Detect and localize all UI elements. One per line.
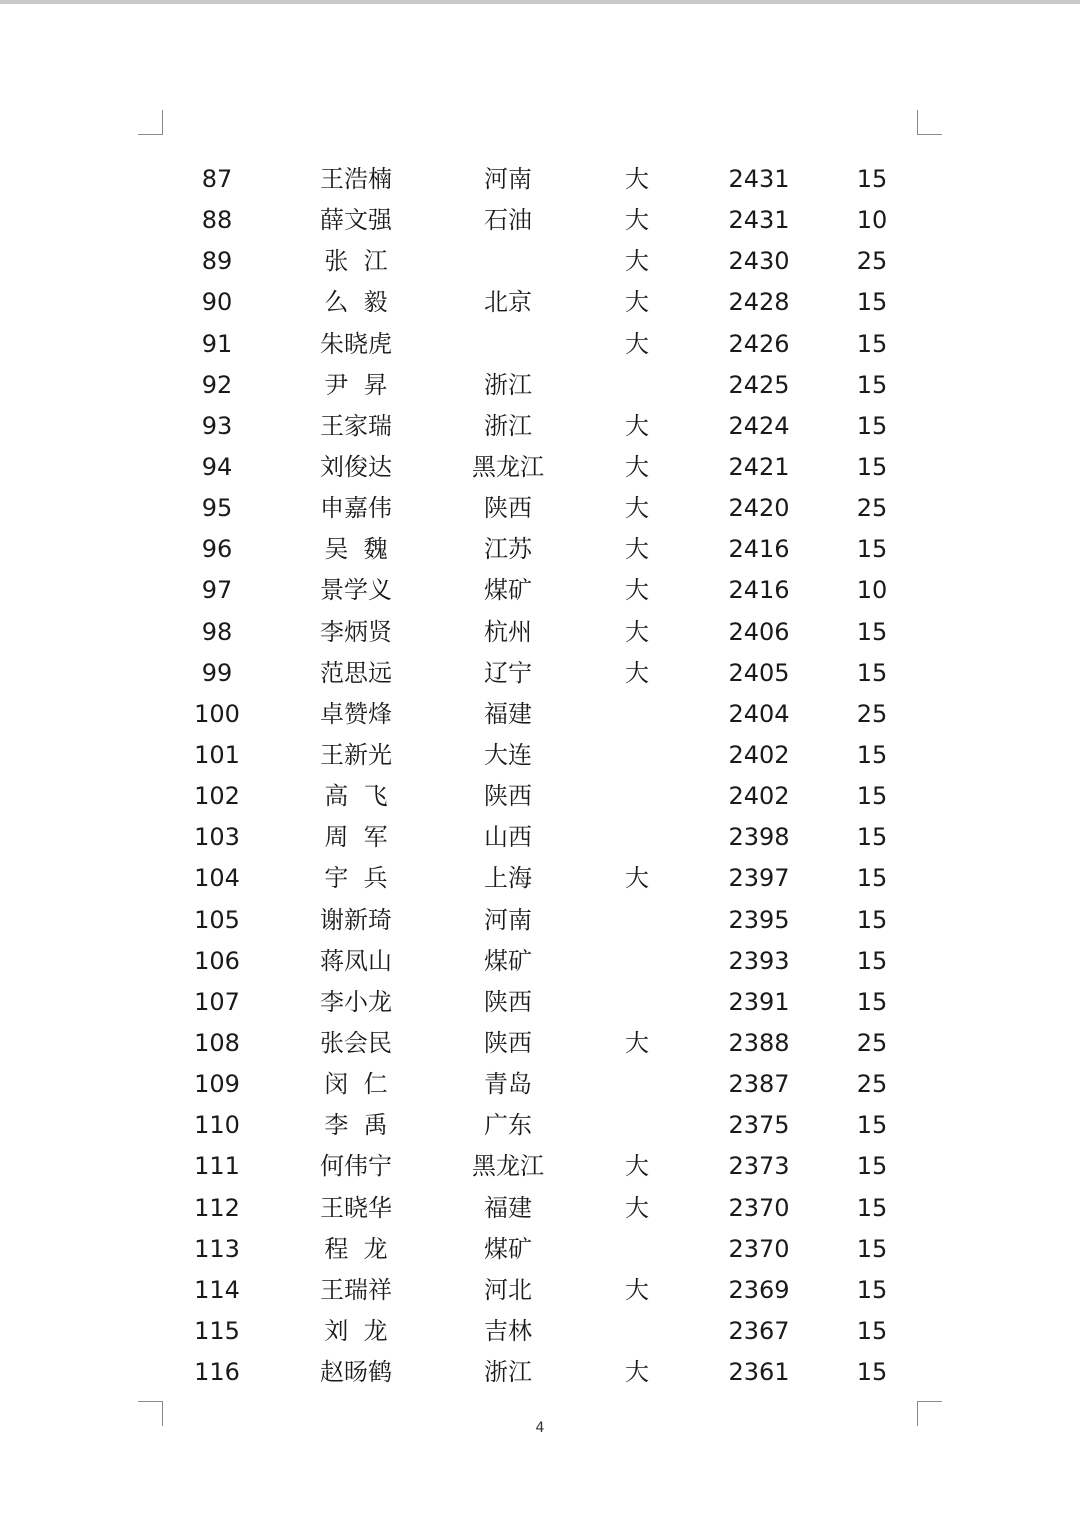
- rating-cell: 2398: [728, 823, 790, 852]
- region-cell: 黑龙江: [472, 452, 544, 481]
- player-name-cell: 程 龙: [324, 1234, 388, 1263]
- flag-cell: 大: [625, 206, 649, 235]
- k-value-cell: 15: [856, 370, 888, 399]
- rating-cell: 2416: [728, 576, 790, 605]
- rank-cell: 113: [194, 1234, 240, 1263]
- table-row: [0, 817, 1080, 858]
- region-cell: 青岛: [484, 1070, 532, 1099]
- rating-cell: 2361: [728, 1358, 790, 1387]
- rating-cell: 2406: [728, 617, 790, 646]
- player-name-cell: 刘 龙: [324, 1316, 388, 1345]
- table-row: [0, 529, 1080, 570]
- rating-cell: 2404: [728, 699, 790, 728]
- player-name-cell: 薛文强: [320, 206, 392, 235]
- player-name-cell: 张 江: [324, 247, 388, 276]
- table-row: [0, 900, 1080, 941]
- region-cell: 河北: [484, 1275, 532, 1304]
- player-name-cell: 高 飞: [324, 782, 388, 811]
- rating-cell: 2370: [728, 1193, 790, 1222]
- player-name-cell: 闵 仁: [324, 1070, 388, 1099]
- region-cell: 河南: [484, 165, 532, 193]
- player-name-cell: 李炳贤: [320, 617, 392, 646]
- rank-cell: 99: [201, 658, 233, 687]
- table-row: [0, 488, 1080, 529]
- region-cell: 浙江: [484, 370, 532, 399]
- rank-cell: 88: [201, 206, 233, 235]
- rank-cell: 103: [194, 823, 240, 852]
- region-cell: 煤矿: [484, 576, 532, 605]
- rank-cell: 114: [194, 1275, 240, 1304]
- region-cell: 煤矿: [484, 946, 532, 975]
- k-value-cell: 15: [856, 987, 888, 1016]
- table-row: [0, 406, 1080, 447]
- rank-cell: 95: [201, 494, 233, 523]
- rank-cell: 112: [194, 1193, 240, 1222]
- rating-cell: 2387: [728, 1070, 790, 1099]
- k-value-cell: 15: [856, 1275, 888, 1304]
- k-value-cell: 15: [856, 823, 888, 852]
- k-value-cell: 25: [856, 1028, 888, 1057]
- player-name-cell: 何伟宁: [320, 1152, 392, 1181]
- flag-cell: 大: [625, 247, 649, 276]
- flag-cell: 大: [625, 329, 649, 358]
- rating-cell: 2416: [728, 535, 790, 564]
- player-name-cell: 王家瑞: [320, 411, 392, 440]
- k-value-cell: 15: [856, 535, 888, 564]
- flag-cell: 大: [625, 1275, 649, 1304]
- k-value-cell: 15: [856, 1193, 888, 1222]
- player-name-cell: 蒋凤山: [320, 946, 392, 975]
- table-row: [0, 282, 1080, 323]
- rating-cell: 2405: [728, 658, 790, 687]
- table-row: [0, 1229, 1080, 1270]
- rank-cell: 104: [194, 864, 240, 893]
- rank-cell: 93: [201, 411, 233, 440]
- ranking-table: [0, 159, 1080, 1393]
- region-cell: 陕西: [484, 987, 532, 1016]
- rating-cell: 2367: [728, 1316, 790, 1345]
- player-name-cell: 朱晓虎: [320, 329, 392, 358]
- rank-cell: 91: [201, 329, 233, 358]
- k-value-cell: 25: [856, 1070, 888, 1099]
- table-row: [0, 570, 1080, 611]
- region-cell: 福建: [484, 699, 532, 728]
- rating-cell: 2431: [728, 165, 790, 193]
- player-name-cell: 宇 兵: [324, 864, 388, 893]
- player-name-cell: 王瑞祥: [320, 1275, 392, 1304]
- player-name-cell: 王新光: [320, 740, 392, 769]
- table-row: [0, 365, 1080, 406]
- table-row: [0, 653, 1080, 694]
- flag-cell: 大: [625, 535, 649, 564]
- region-cell: 北京: [484, 288, 532, 317]
- rating-cell: 2424: [728, 411, 790, 440]
- region-cell: 上海: [484, 864, 532, 893]
- flag-cell: 大: [625, 576, 649, 605]
- rating-cell: 2426: [728, 329, 790, 358]
- table-row: [0, 1311, 1080, 1352]
- table-row: [0, 612, 1080, 653]
- region-cell: 杭州: [484, 617, 532, 646]
- flag-cell: 大: [625, 617, 649, 646]
- k-value-cell: 15: [856, 288, 888, 317]
- region-cell: 浙江: [484, 1358, 532, 1387]
- rank-cell: 96: [201, 535, 233, 564]
- region-cell: 陕西: [484, 782, 532, 811]
- k-value-cell: 10: [856, 206, 888, 235]
- table-row: [0, 1188, 1080, 1229]
- region-cell: 河南: [484, 905, 532, 934]
- k-value-cell: 15: [856, 946, 888, 975]
- rating-cell: 2370: [728, 1234, 790, 1263]
- k-value-cell: 15: [856, 1152, 888, 1181]
- table-row: [0, 1270, 1080, 1311]
- table-row: [0, 159, 1080, 200]
- flag-cell: 大: [625, 658, 649, 687]
- rating-cell: 2428: [728, 288, 790, 317]
- player-name-cell: 么 毅: [324, 288, 388, 317]
- rank-cell: 100: [194, 699, 240, 728]
- k-value-cell: 25: [856, 247, 888, 276]
- rank-cell: 101: [194, 740, 240, 769]
- player-name-cell: 赵旸鹤: [320, 1358, 392, 1387]
- crop-mark-top-right: [917, 110, 942, 135]
- rank-cell: 94: [201, 452, 233, 481]
- rank-cell: 105: [194, 905, 240, 934]
- table-row: [0, 324, 1080, 365]
- k-value-cell: 10: [856, 576, 888, 605]
- k-value-cell: 15: [856, 411, 888, 440]
- player-name-cell: 张会民: [320, 1028, 392, 1057]
- k-value-cell: 15: [856, 658, 888, 687]
- rank-cell: 98: [201, 617, 233, 646]
- rating-cell: 2431: [728, 206, 790, 235]
- rating-cell: 2425: [728, 370, 790, 399]
- k-value-cell: 15: [856, 782, 888, 811]
- player-name-cell: 申嘉伟: [320, 494, 392, 523]
- rank-cell: 90: [201, 288, 233, 317]
- rank-cell: 108: [194, 1028, 240, 1057]
- crop-mark-bottom-right: [917, 1401, 942, 1426]
- player-name-cell: 周 军: [324, 823, 388, 852]
- rating-cell: 2430: [728, 247, 790, 276]
- player-name-cell: 王晓华: [320, 1193, 392, 1222]
- rating-cell: 2421: [728, 452, 790, 481]
- table-row: [0, 1105, 1080, 1146]
- player-name-cell: 卓赞烽: [320, 699, 392, 728]
- table-row: [0, 200, 1080, 241]
- page-number: 4: [535, 1420, 545, 1436]
- region-cell: 大连: [484, 740, 532, 769]
- flag-cell: 大: [625, 411, 649, 440]
- k-value-cell: 15: [856, 1111, 888, 1140]
- table-row: [0, 1352, 1080, 1393]
- table-row: [0, 735, 1080, 776]
- rank-cell: 97: [201, 576, 233, 605]
- k-value-cell: 25: [856, 494, 888, 523]
- region-cell: 浙江: [484, 411, 532, 440]
- region-cell: 江苏: [484, 535, 532, 564]
- rank-cell: 92: [201, 370, 233, 399]
- region-cell: 广东: [484, 1111, 532, 1140]
- region-cell: 辽宁: [484, 658, 532, 687]
- rating-cell: 2369: [728, 1275, 790, 1304]
- player-name-cell: 吴 魏: [324, 535, 388, 564]
- k-value-cell: 15: [856, 1316, 888, 1345]
- region-cell: 黑龙江: [472, 1152, 544, 1181]
- region-cell: 山西: [484, 823, 532, 852]
- table-row: [0, 1064, 1080, 1105]
- k-value-cell: 15: [856, 864, 888, 893]
- rating-cell: 2393: [728, 946, 790, 975]
- region-cell: 吉林: [484, 1316, 532, 1345]
- rank-cell: 107: [194, 987, 240, 1016]
- table-row: [0, 241, 1080, 282]
- flag-cell: 大: [625, 165, 649, 193]
- rank-cell: 111: [194, 1152, 240, 1181]
- k-value-cell: 15: [856, 740, 888, 769]
- player-name-cell: 谢新琦: [320, 905, 392, 934]
- table-row: [0, 941, 1080, 982]
- player-name-cell: 景学义: [320, 576, 392, 605]
- flag-cell: 大: [625, 288, 649, 317]
- region-cell: 福建: [484, 1193, 532, 1222]
- player-name-cell: 李小龙: [320, 987, 392, 1016]
- k-value-cell: 25: [856, 699, 888, 728]
- k-value-cell: 15: [856, 329, 888, 358]
- rating-cell: 2402: [728, 782, 790, 811]
- k-value-cell: 15: [856, 1234, 888, 1263]
- rank-cell: 115: [194, 1316, 240, 1345]
- flag-cell: 大: [625, 494, 649, 523]
- crop-mark-bottom-left: [138, 1401, 163, 1426]
- rank-cell: 116: [194, 1358, 240, 1387]
- k-value-cell: 15: [856, 617, 888, 646]
- table-row: [0, 858, 1080, 899]
- rank-cell: 109: [194, 1070, 240, 1099]
- table-row: [0, 982, 1080, 1023]
- flag-cell: 大: [625, 1152, 649, 1181]
- k-value-cell: 15: [856, 165, 888, 193]
- region-cell: 石油: [484, 206, 532, 235]
- page-top-border: [0, 0, 1080, 4]
- table-row: [0, 694, 1080, 735]
- rating-cell: 2391: [728, 987, 790, 1016]
- k-value-cell: 15: [856, 452, 888, 481]
- rating-cell: 2395: [728, 905, 790, 934]
- rating-cell: 2375: [728, 1111, 790, 1140]
- rank-cell: 89: [201, 247, 233, 276]
- rating-cell: 2402: [728, 740, 790, 769]
- region-cell: 煤矿: [484, 1234, 532, 1263]
- player-name-cell: 范思远: [320, 658, 392, 687]
- table-row: [0, 447, 1080, 488]
- player-name-cell: 王浩楠: [320, 165, 392, 193]
- rating-cell: 2397: [728, 864, 790, 893]
- region-cell: 陕西: [484, 1028, 532, 1057]
- k-value-cell: 15: [856, 905, 888, 934]
- table-row: [0, 1146, 1080, 1187]
- crop-mark-top-left: [138, 110, 163, 135]
- flag-cell: 大: [625, 864, 649, 893]
- flag-cell: 大: [625, 1358, 649, 1387]
- player-name-cell: 刘俊达: [320, 452, 392, 481]
- table-row: [0, 776, 1080, 817]
- rating-cell: 2420: [728, 494, 790, 523]
- rank-cell: 102: [194, 782, 240, 811]
- k-value-cell: 15: [856, 1358, 888, 1387]
- rating-cell: 2373: [728, 1152, 790, 1181]
- player-name-cell: 李 禹: [324, 1111, 388, 1140]
- rank-cell: 110: [194, 1111, 240, 1140]
- player-name-cell: 尹 昇: [324, 370, 388, 399]
- rank-cell: 106: [194, 946, 240, 975]
- table-row: [0, 1023, 1080, 1064]
- rating-cell: 2388: [728, 1028, 790, 1057]
- flag-cell: 大: [625, 1028, 649, 1057]
- flag-cell: 大: [625, 1193, 649, 1222]
- rank-cell: 87: [201, 165, 233, 193]
- flag-cell: 大: [625, 452, 649, 481]
- region-cell: 陕西: [484, 494, 532, 523]
